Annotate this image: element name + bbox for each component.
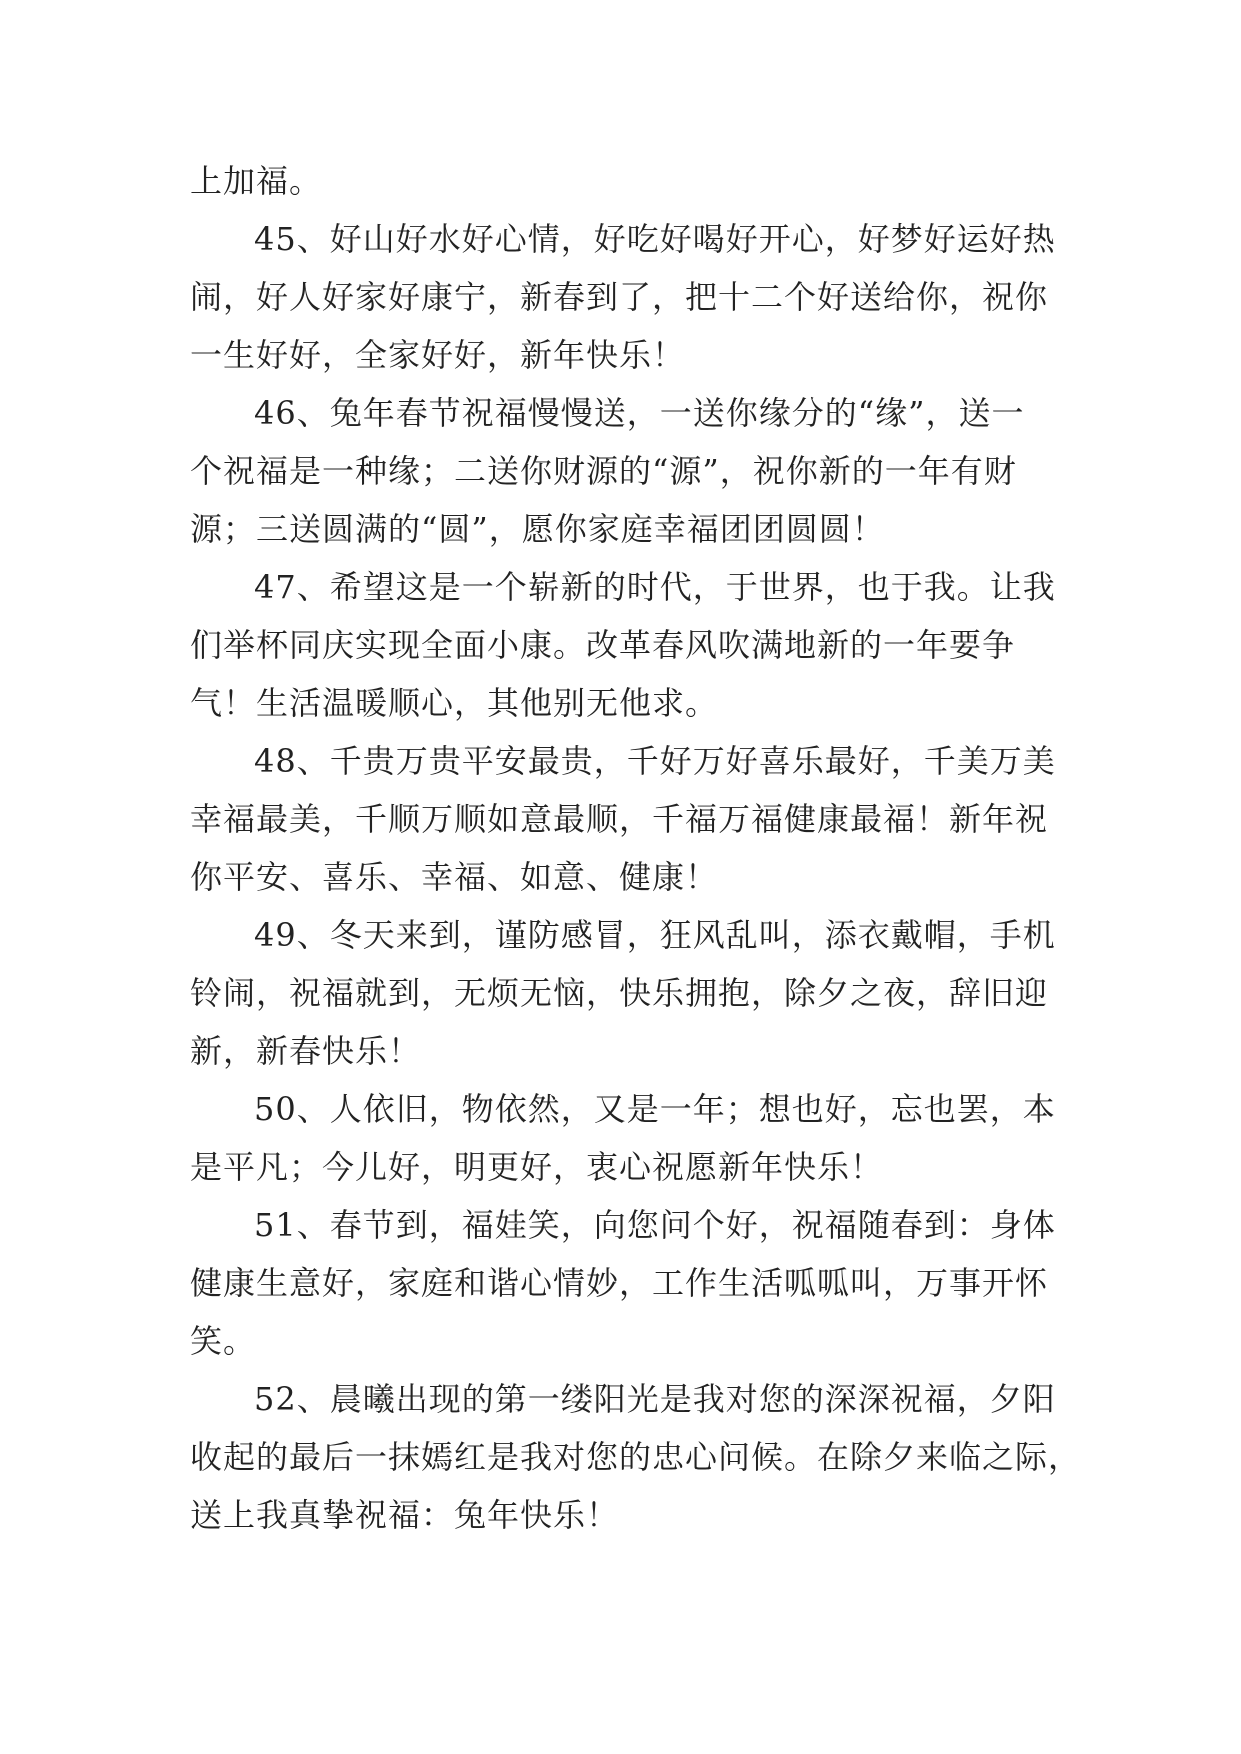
text-line: 52、晨曦出现的第一缕阳光是我对您的深深祝福，夕阳 [254,1380,1056,1418]
text-line: 闹，好人好家好康宁，新春到了，把十二个好送给你，祝你 [190,278,1049,316]
document-body [190,152,1082,1544]
blessing-47 [190,558,1056,732]
text-line: 气！生活温暖顺心，其他别无他求。 [190,684,719,722]
text-line: 个祝福是一种缘；二送你财源的“源”，祝你新的一年有财 [190,452,1017,490]
text-line: 笑。 [190,1322,257,1360]
text-line: 送上我真挚祝福：兔年快乐！ [190,1496,620,1534]
text-line: 幸福最美，千顺万顺如意最顺，千福万福健康最福！新年祝 [190,800,1049,838]
text-line: 收起的最后一抹嫣红是我对您的忠心问候。在除夕来临之际， [190,1438,1082,1476]
paragraph-continuation [190,152,1050,210]
text-line: 健康生意好，家庭和谐心情妙，工作生活呱呱叫，万事开怀 [190,1264,1049,1302]
text-line: 47、希望这是一个崭新的时代，于世界，也于我。让我 [254,568,1056,606]
blessing-48 [190,732,1056,906]
text-line: 铃闹，祝福就到，无烦无恼，快乐拥抱，除夕之夜，辞旧迎 [190,974,1049,1012]
text-line: 46、兔年春节祝福慢慢送，一送你缘分的“缘”，送一 [254,394,1025,432]
text-line: 你平安、喜乐、幸福、如意、健康！ [190,858,719,896]
blessing-46 [190,384,1050,558]
text-line: 一生好好，全家好好，新年快乐！ [190,336,686,374]
text-line: 们举杯同庆实现全面小康。改革春风吹满地新的一年要争 [190,626,1016,664]
blessing-52 [190,1370,1082,1544]
text-line: 上加福。 [190,162,323,200]
blessing-50 [190,1080,1056,1196]
blessing-45 [190,210,1056,384]
text-line: 新，新春快乐！ [190,1032,422,1070]
text-line: 源；三送圆满的“圆”，愿你家庭幸福团团圆圆！ [190,510,885,548]
blessing-49 [190,906,1056,1080]
blessing-51 [190,1196,1056,1370]
text-line: 48、千贵万贵平安最贵，千好万好喜乐最好，千美万美 [254,742,1056,780]
text-line: 49、冬天来到，谨防感冒，狂风乱叫，添衣戴帽，手机 [254,916,1056,954]
text-line: 50、人依旧，物依然，又是一年；想也好，忘也罢，本 [254,1090,1056,1128]
text-line: 51、春节到，福娃笑，向您问个好，祝福随春到：身体 [254,1206,1056,1244]
text-line: 45、好山好水好心情，好吃好喝好开心，好梦好运好热 [254,220,1056,258]
text-line: 是平凡；今儿好，明更好，衷心祝愿新年快乐！ [190,1148,884,1186]
